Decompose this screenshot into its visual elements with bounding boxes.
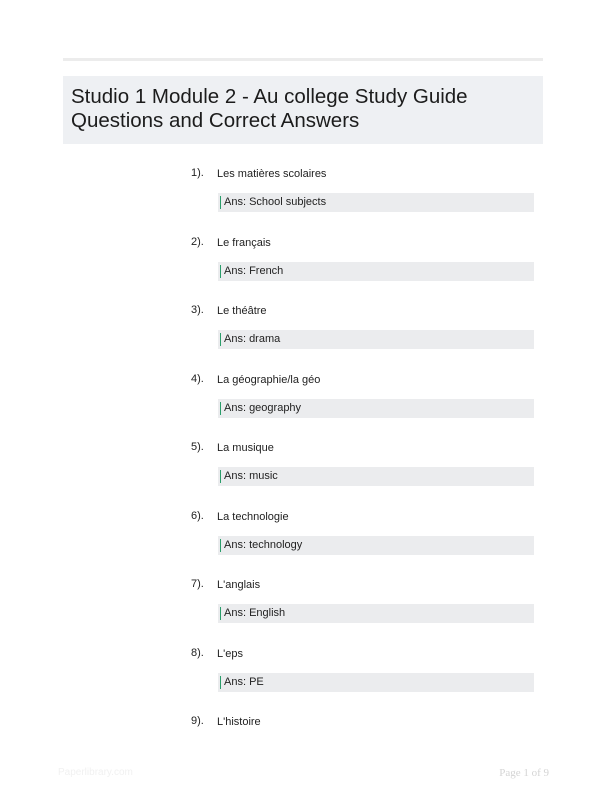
question-number: 1). — [191, 167, 204, 179]
answer-box: Ans: drama — [218, 330, 534, 349]
question-item-8 — [0, 645, 606, 714]
answer-box: Ans: music — [218, 467, 534, 486]
question-number: 8). — [191, 646, 204, 659]
question-item-7 — [0, 576, 606, 645]
answer-box: Ans: geography — [218, 399, 534, 418]
question-text: L'anglais — [217, 579, 261, 591]
question-number: 4). — [191, 372, 204, 385]
page-title-line-1: Studio 1 Module 2 - Au college Study Guide — [71, 85, 468, 108]
question-number: 6). — [191, 509, 204, 522]
question-text: Le français — [217, 236, 271, 249]
title-block — [63, 76, 543, 144]
top-divider — [63, 58, 543, 61]
question-item-3 — [0, 302, 606, 371]
question-number: 3). — [191, 304, 204, 316]
answer-box: Ans: School subjects — [218, 193, 534, 212]
question-item-6 — [0, 508, 606, 577]
question-number: 9). — [191, 715, 204, 727]
answer-box: Ans: English — [218, 604, 534, 623]
question-item-1 — [0, 165, 606, 234]
question-number: 5). — [191, 441, 204, 453]
question-text: La technologie — [217, 510, 289, 523]
question-item-5 — [0, 439, 606, 508]
question-number: 2). — [191, 235, 204, 248]
question-item-4 — [0, 371, 606, 440]
answer-box: Ans: French — [218, 262, 534, 281]
page-title-line-2: Questions and Correct Answers — [71, 109, 360, 132]
answer-box: Ans: PE — [218, 673, 534, 692]
footer-watermark: Paperlibrary.com — [58, 767, 133, 778]
question-text: Le théâtre — [217, 305, 267, 317]
question-item-2 — [0, 234, 606, 303]
page-indicator: Page 1 of 9 — [499, 767, 549, 779]
question-text: L'histoire — [217, 716, 261, 728]
question-text: Les matières scolaires — [217, 168, 327, 180]
question-number: 7). — [191, 578, 204, 590]
answer-box: Ans: technology — [218, 536, 534, 555]
question-text: La musique — [217, 442, 274, 454]
question-list — [0, 165, 606, 782]
question-text: La géographie/la géo — [217, 373, 321, 386]
question-text: L'eps — [217, 647, 243, 660]
